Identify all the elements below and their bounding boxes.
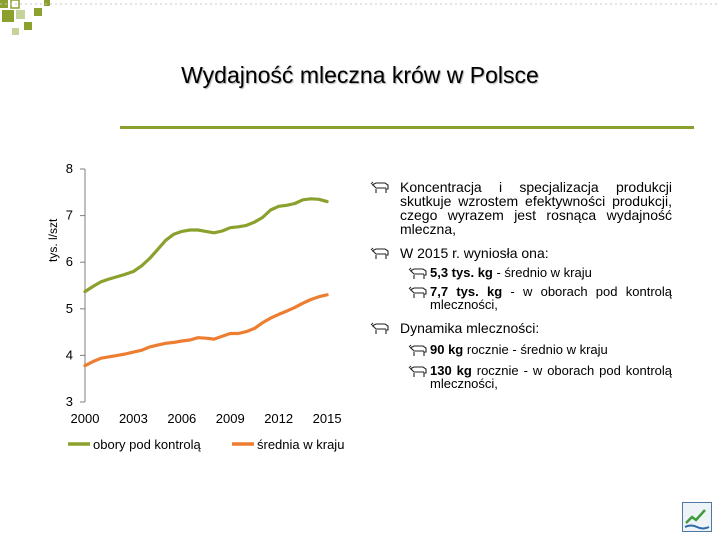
bullet-bold-value: 5,3 tys. kg bbox=[430, 265, 493, 280]
y-tick-label: 3 bbox=[65, 394, 73, 409]
bullet-bold-value: 130 kg bbox=[430, 363, 472, 378]
cow-icon bbox=[408, 364, 430, 378]
series-line-0 bbox=[85, 199, 327, 292]
bullet-item bbox=[370, 343, 672, 356]
bullet-item bbox=[370, 246, 672, 260]
cow-icon bbox=[370, 321, 392, 335]
bullet-text bbox=[430, 266, 672, 279]
x-tick-label: 2006 bbox=[167, 411, 197, 426]
x-tick-label: 2000 bbox=[70, 411, 100, 426]
y-tick-label: 5 bbox=[65, 300, 73, 316]
bullet-item bbox=[370, 285, 672, 311]
cow-icon bbox=[408, 285, 430, 299]
bullet-item bbox=[370, 180, 672, 236]
bullet-text bbox=[400, 180, 672, 236]
y-tick-label: 6 bbox=[65, 254, 73, 270]
bullet-item bbox=[370, 266, 672, 279]
bullet-list bbox=[370, 180, 672, 390]
bullet-rest-text: W 2015 r. wyniosła ona: bbox=[400, 245, 549, 261]
x-tick-label: 2003 bbox=[118, 411, 148, 426]
cow-icon bbox=[370, 180, 392, 194]
legend-label-1: średnia w kraju bbox=[257, 437, 345, 452]
milk-yield-chart bbox=[40, 150, 360, 460]
bullet-text bbox=[430, 285, 672, 311]
bullet-bold-value: 90 kg bbox=[430, 342, 464, 357]
y-tick-label: 8 bbox=[65, 161, 73, 176]
y-axis-label: tys. l/szt bbox=[46, 218, 60, 262]
x-tick-label: 2015 bbox=[312, 411, 342, 426]
bullet-rest-text: - średnio w kraju bbox=[492, 265, 592, 280]
bullet-item bbox=[370, 321, 672, 335]
bullet-rest-text: rocznie - w oborach pod kontrolą mleczności, bbox=[430, 363, 672, 391]
logo bbox=[682, 502, 712, 532]
bullet-rest-text: rocznie - średnio w kraju bbox=[463, 342, 608, 357]
bullet-text bbox=[400, 321, 672, 335]
bullet-rest-text: Koncentracja i specjalizacja produkcji skutkuje wzrostem efektywności produkcji, czego wyrazem jest rosnąca wydajność mleczna, bbox=[400, 179, 672, 237]
cow-icon bbox=[408, 343, 430, 357]
slide-title: Wydajność mleczna krów w Polsce bbox=[181, 62, 539, 88]
cow-icon bbox=[408, 266, 430, 280]
cow-icon bbox=[370, 246, 392, 260]
y-tick-label: 7 bbox=[65, 207, 73, 223]
x-tick-label: 2009 bbox=[215, 411, 245, 426]
bullet-text bbox=[430, 343, 672, 356]
title-underline bbox=[120, 126, 694, 129]
series-line-1 bbox=[85, 295, 327, 366]
x-tick-label: 2012 bbox=[264, 411, 294, 426]
bullet-item bbox=[370, 364, 672, 390]
bullet-rest-text: Dynamika mleczności: bbox=[400, 320, 540, 336]
bullet-text bbox=[430, 364, 672, 390]
bullet-rest-text: - w oborach pod kontrolą mleczności, bbox=[430, 284, 672, 312]
bullet-text bbox=[400, 246, 672, 260]
legend-label-0: obory pod kontrolą bbox=[93, 437, 201, 452]
corner-decoration bbox=[0, 0, 720, 40]
bullet-bold-value: 7,7 tys. kg bbox=[430, 284, 503, 299]
y-tick-label: 4 bbox=[65, 347, 73, 363]
